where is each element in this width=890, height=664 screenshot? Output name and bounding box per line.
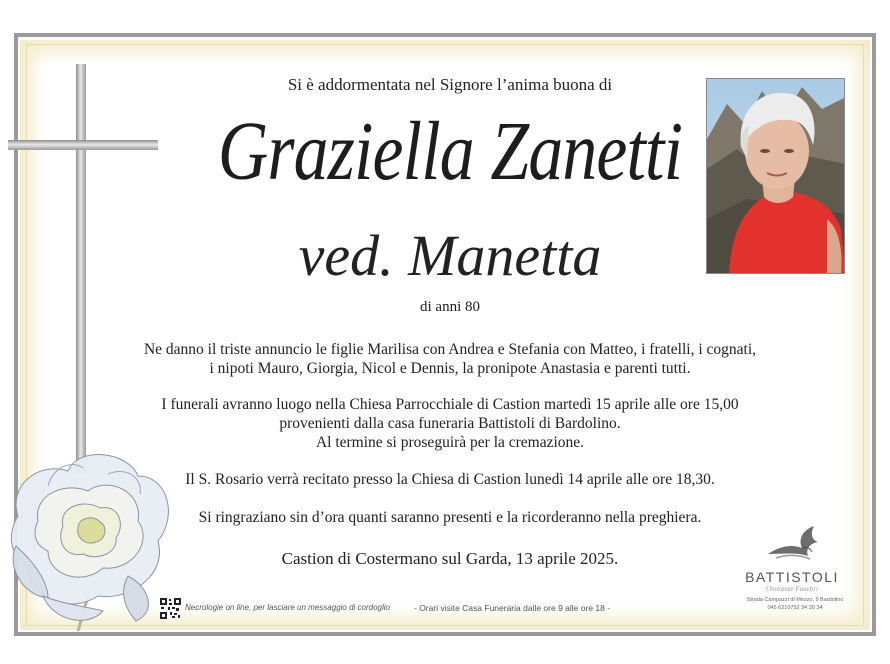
funeral-home-logo — [742, 524, 842, 593]
visiting-hours: - Orari visite Casa Funeraria dalle ore 9 alle ore 18 - — [414, 603, 611, 613]
portrait-photo — [706, 78, 845, 274]
funeral-line: I funerali avranno luogo nella Chiesa Parrocchiale di Castion martedì 15 aprile alle ore 15,00 — [161, 396, 739, 413]
widow-of: ved. Manetta — [298, 223, 602, 288]
funeral-home-contact — [726, 596, 864, 612]
place-date: Castion di Costermano sul Garda, 13 aprile 2025. — [281, 549, 619, 568]
announcement-line: i nipoti Mauro, Giorgia, Nicol e Dennis, la pronipote Anastasia e parenti tutti. — [209, 360, 691, 377]
funeral-line: provenienti dalla casa funeraria Battistoli di Bardolino. — [279, 415, 621, 432]
age: di anni 80 — [420, 299, 480, 315]
logo-name: BATTISTOLI — [745, 569, 839, 585]
funeral-home-phone: 045 6210752 34 30 34 — [767, 605, 823, 611]
announcement-paragraph — [140, 340, 760, 378]
online-note: Necrologie on line, per lasciare un messaggio di cordoglio — [185, 603, 391, 612]
logo-subtitle: Onoranze Funebri — [766, 585, 818, 593]
funeral-home-address: Strada Campazzi di Mezzo, 9 Bardolino — [746, 597, 844, 603]
announcement-line: Ne danno il triste annuncio le figlie Marilisa con Andrea e Stefania con Matteo, i fratelli, i cognati, — [143, 341, 757, 358]
rose-icon — [8, 446, 173, 636]
intro-text: Si è addormentata nel Signore l’anima buona di — [287, 75, 613, 94]
deceased-name: Graziella Zanetti — [217, 105, 683, 198]
funeral-line: Al termine si proseguirà per la cremazione. — [315, 434, 585, 451]
qr-code-icon[interactable] — [160, 598, 181, 619]
funeral-paragraph — [140, 395, 760, 452]
rosary-text: Il S. Rosario verrà recitato presso la Chiesa di Castion lunedì 14 aprile alle ore 18,30. — [185, 471, 715, 488]
thanks-text: Si ringraziano sin d’ora quanti saranno presenti e la ricorderanno nella preghiera. — [198, 509, 702, 526]
bird-logo-icon — [762, 524, 822, 562]
